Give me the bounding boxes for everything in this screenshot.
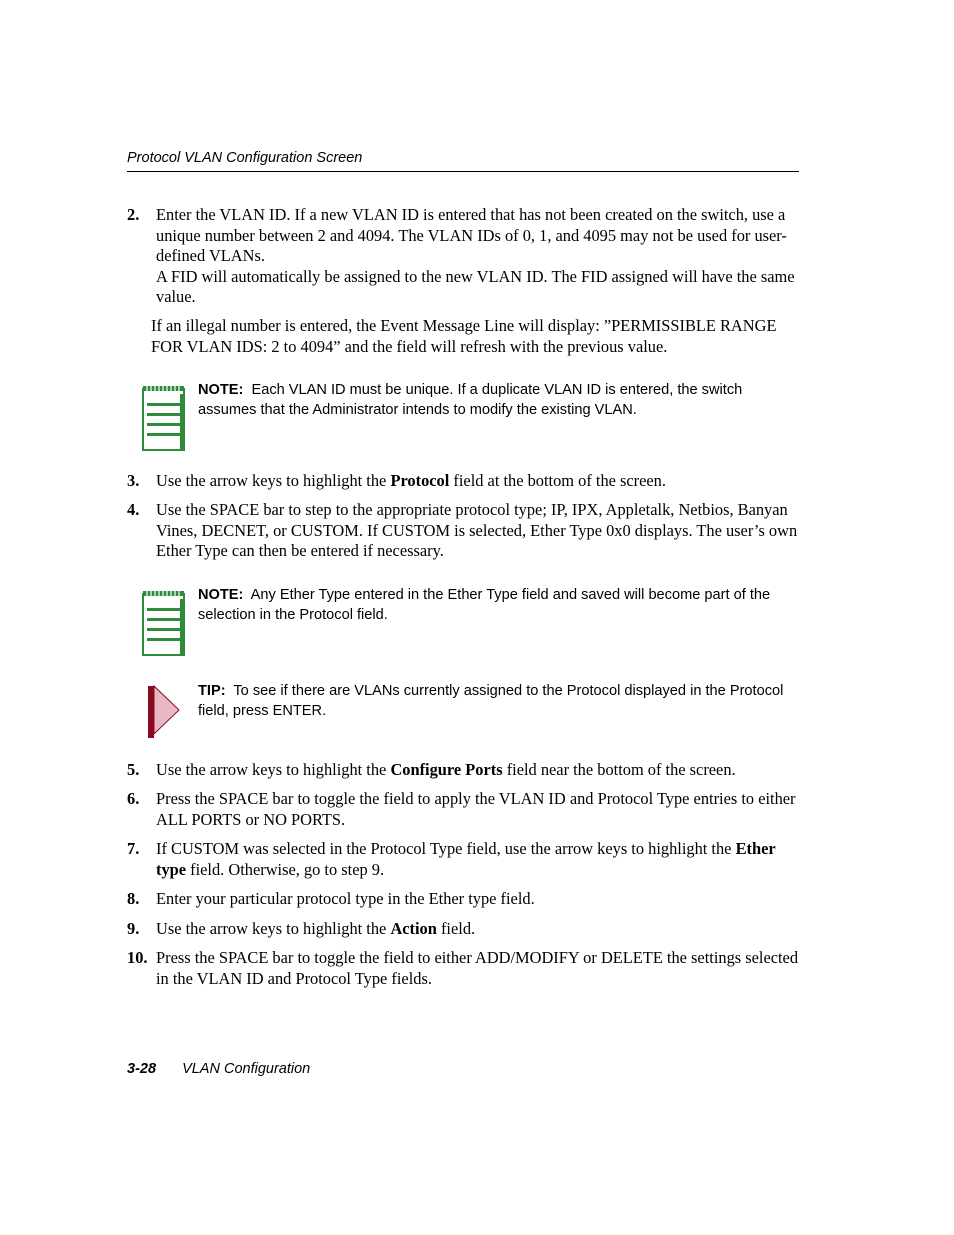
notepad-icon [141,589,187,657]
step-text: field. Otherwise, go to step 9. [186,859,385,879]
page-number: 3-28 [127,1061,157,1077]
page-footer [127,1061,310,1077]
step-3 [127,471,802,492]
step-text: Enter your particular protocol type in the Ether type field. [156,889,535,908]
step-2 [127,205,802,308]
step-2-paragraph: If an illegal number is entered, the Event Message Line will display: ”PERMISSIBLE RANGE FOR VLAN IDS: 2 to 4094” and the field will refresh with the previous value. [151,316,777,356]
running-header: Protocol VLAN Configuration Screen [127,150,363,166]
step-text: Use the arrow keys to highlight the [156,760,391,779]
notepad-icon [141,384,187,452]
step-8 [127,889,802,910]
step-text: Enter the VLAN ID. If a new VLAN ID is entered that has not been created on the switch, use a unique number between 2 and 4094. The VLAN IDs of 0, 1, and 4095 may not be used for user-defined VLANs. [156,205,787,265]
step-text: field. [436,919,476,938]
tip-callout [198,682,804,721]
field-name: Configure Ports [390,760,503,779]
step-text: Use the arrow keys to highlight the [156,471,391,490]
step-text: Press the SPACE bar to toggle the field to either ADD/MODIFY or DELETE the settings selected in the VLAN ID and Protocol Type fields. [156,948,799,988]
step-text: Press the SPACE bar to toggle the field to apply the VLAN ID and Protocol Type entries to either ALL PORTS or NO PORTS. [156,789,796,829]
note-text: Each VLAN ID must be unique. If a duplicate VLAN ID is entered, the switch assumes that the Administrator intends to modify the existing VLAN. [198,382,743,418]
step-number: 5. [127,760,140,779]
step-9 [127,919,802,940]
step-5 [127,760,802,781]
tip-label: TIP: [198,683,226,699]
step-10 [127,948,802,989]
step-text: If CUSTOM was selected in the Protocol Type field, use the arrow keys to highlight the [156,839,736,858]
note-text: Any Ether Type entered in the Ether Type field and saved will become part of the selection in the Protocol field. [198,587,771,623]
step-number: 4. [127,500,140,519]
field-name: Action [390,919,437,938]
step-number: 6. [127,789,140,808]
note-label: NOTE: [198,587,244,603]
field-name: Protocol [390,471,450,490]
note-callout-1 [198,381,804,420]
step-number: 10. [127,948,148,967]
step-6 [127,789,802,830]
step-text: field near the bottom of the screen. [502,760,736,779]
footer-section: VLAN Configuration [182,1061,311,1077]
step-number: 8. [127,889,140,908]
step-number: 9. [127,919,140,938]
note-callout-2 [198,586,804,625]
tip-text: To see if there are VLANs currently assigned to the Protocol displayed in the Protocol field, press ENTER. [198,683,784,719]
note-label: NOTE: [198,382,244,398]
step-7 [127,839,802,880]
step-number: 7. [127,839,140,858]
step-number: 3. [127,471,140,490]
step-number: 2. [127,205,140,224]
step-text: field at the bottom of the screen. [449,471,666,490]
header-rule [127,171,799,172]
field-name: Ether type [156,839,776,879]
tip-arrow-icon [146,684,182,740]
step-4 [127,500,802,562]
step-text: A FID will automatically be assigned to the new VLAN ID. The FID assigned will have the same value. [156,266,795,306]
step-text: Use the arrow keys to highlight the [156,919,391,938]
step-text: Use the SPACE bar to step to the appropriate protocol type; IP, IPX, Appletalk, Netbios, Banyan Vines, DECNET, or CUSTOM. If CUSTOM is selected, Ether Type 0x0 displays. The user’s own Ether Type can then be entered if necessary. [156,500,798,560]
